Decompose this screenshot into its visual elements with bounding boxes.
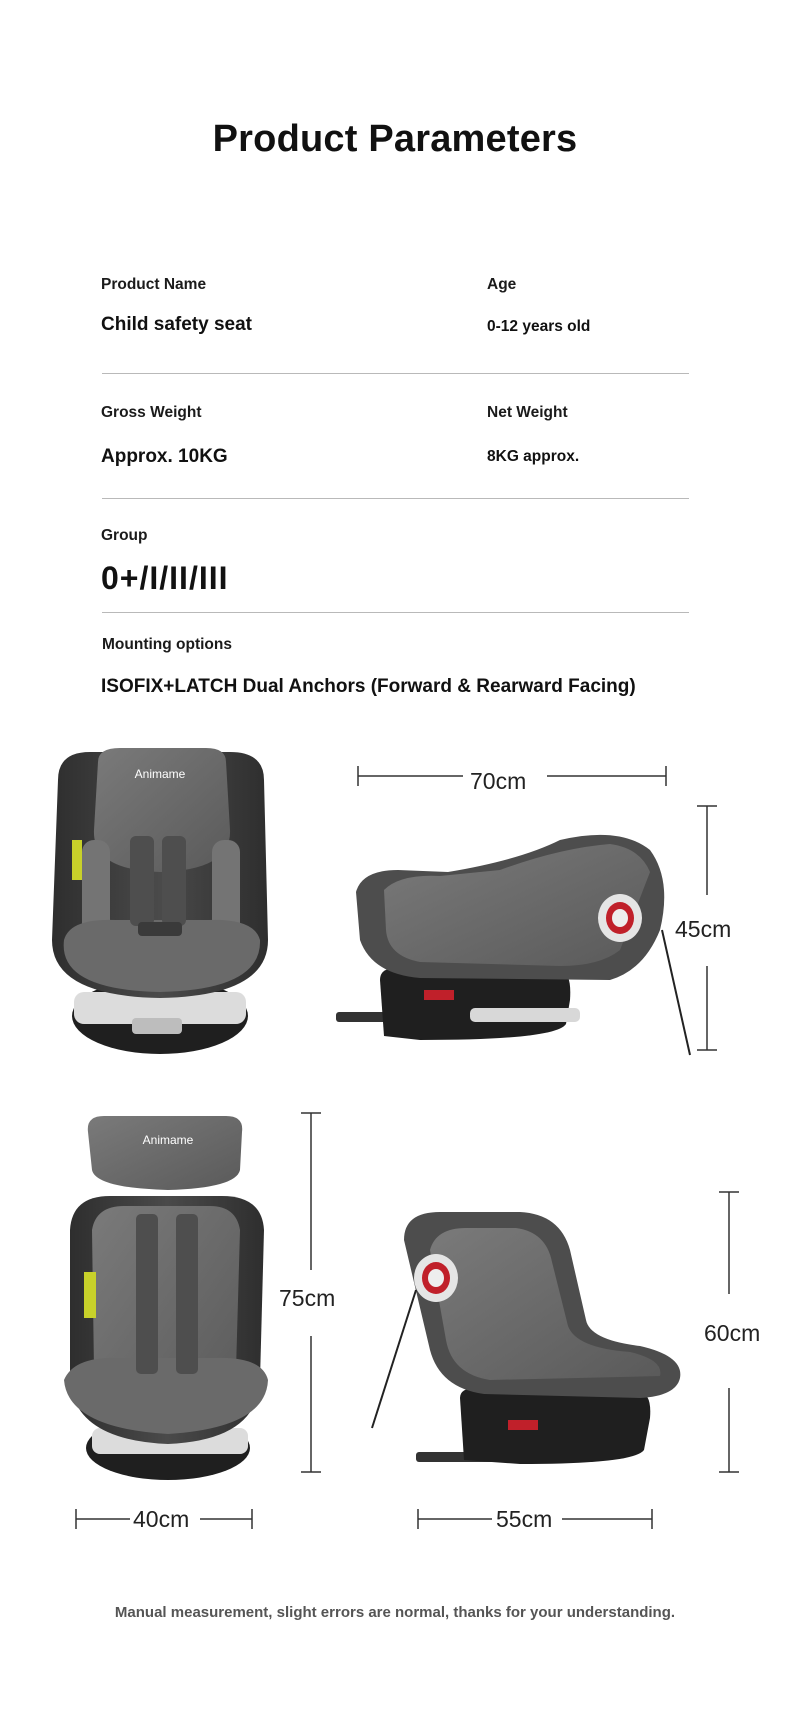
gross-weight-label: Gross Weight — [101, 404, 202, 421]
group-value: 0+/I/II/III — [101, 560, 229, 596]
age-label: Age — [487, 276, 517, 293]
dim-label-60cm: 60cm — [704, 1320, 761, 1346]
mounting-label: Mounting options — [102, 636, 232, 653]
page-title: Product Parameters — [212, 118, 578, 160]
svg-text:Animame: Animame — [134, 767, 186, 781]
product-name-label: Product Name — [101, 276, 207, 293]
group-label: Group — [101, 527, 148, 544]
dim-label-55cm: 55cm — [496, 1506, 553, 1532]
dim-label-70cm: 70cm — [470, 768, 527, 794]
seat-front-reclined-image — [52, 748, 268, 1054]
dim-label-45cm: 45cm — [675, 916, 732, 942]
net-weight-label: Net Weight — [487, 404, 568, 421]
seat-front-upright-image — [64, 1116, 268, 1480]
dim-label-75cm: 75cm — [279, 1285, 336, 1311]
net-weight-value: 8KG approx. — [487, 448, 580, 465]
seat-side-reclined-image — [336, 835, 690, 1055]
mounting-value: ISOFIX+LATCH Dual Anchors (Forward & Rearward Facing) — [101, 676, 636, 697]
dim-label-40cm: 40cm — [133, 1506, 190, 1532]
age-value: 0-12 years old — [487, 318, 591, 335]
product-name-value: Child safety seat — [101, 314, 252, 335]
measurement-note: Manual measurement, slight errors are normal, thanks for your understanding. — [114, 1604, 676, 1621]
seat-side-upright-image — [372, 1212, 680, 1464]
gross-weight-value: Approx. 10KG — [101, 446, 228, 467]
svg-text:Animame: Animame — [142, 1133, 194, 1147]
